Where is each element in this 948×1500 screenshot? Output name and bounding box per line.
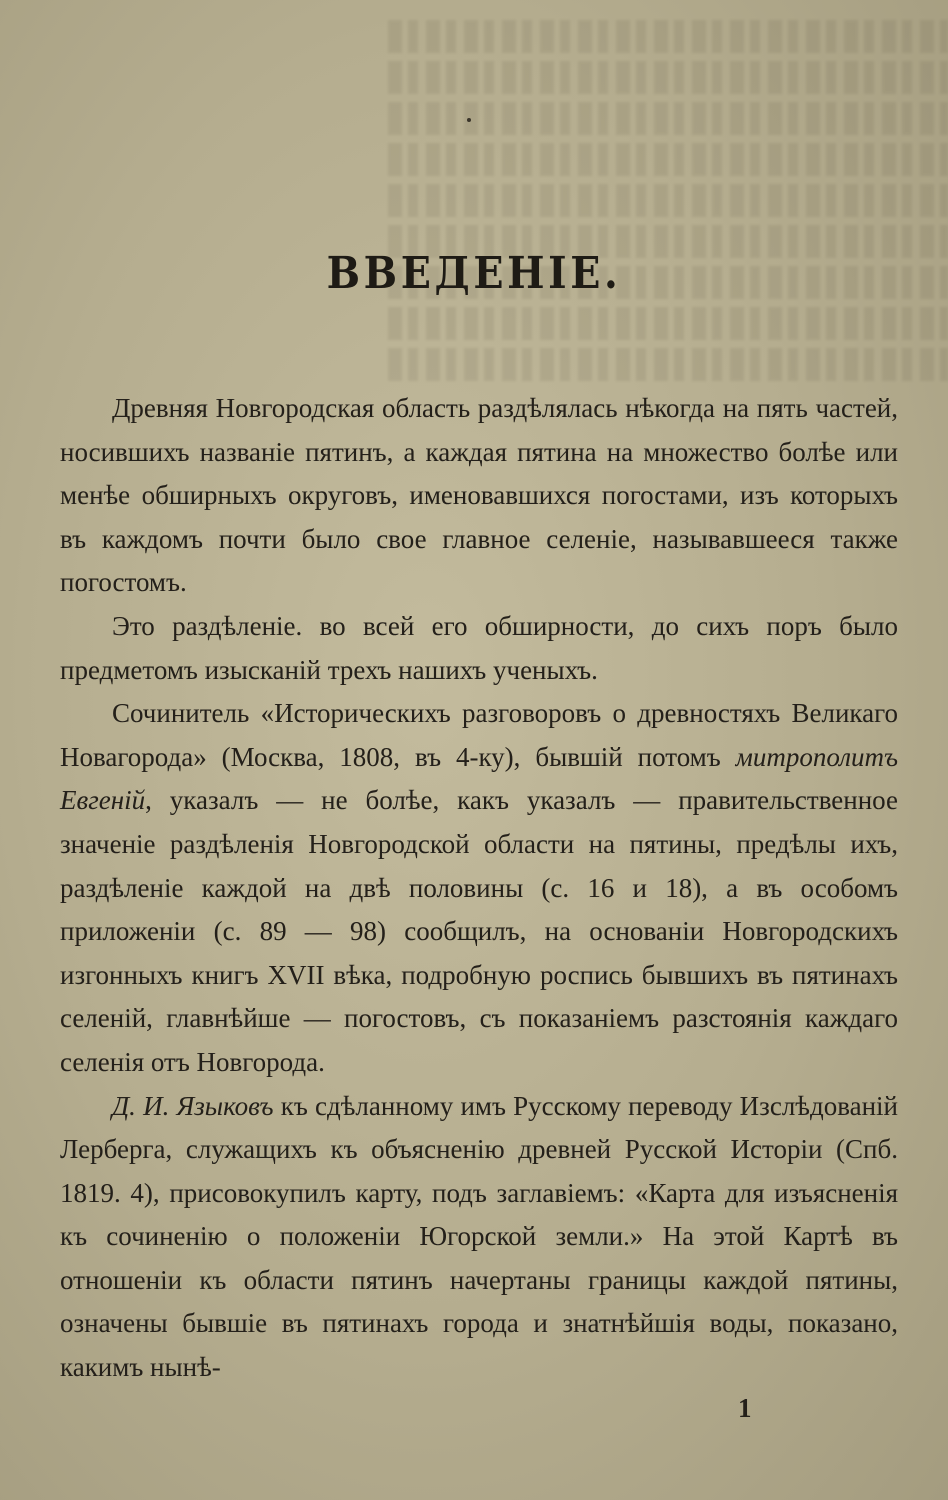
paragraph-1: Древняя Новгородская область раздѣлялась нѣкогда на пять частей, носившихъ названіе пятинъ, а каждая пятина на множество болѣе или менѣе обширныхъ округовъ, именовавшихся погостами, изъ которыхъ въ каждомъ почти было свое главное селеніе, называвшееся также погостомъ. xyxy=(60,393,898,598)
paragraph-3 xyxy=(60,692,898,1084)
paragraph-3-rest: , указалъ — не болѣе, какъ указалъ — правительственное значеніе раздѣленія Новгородской области на пятины, предѣлы ихъ, раздѣленіе каждой на двѣ половины (с. 16 и 18), а въ особомъ приложеніи (с. 89 — 98) сообщилъ, на основаніи Новгородскихъ изгонныхъ книгъ XVII вѣка, подробную роспись бывшихъ въ пятинахъ селеній, главнѣйше — погостовъ, съ показаніемъ разстоянія каждаго селенія отъ Новгорода. xyxy=(60,785,898,1077)
chapter-title: ВВЕДЕНІЕ. xyxy=(326,248,622,299)
paragraph-3-start: Сочинитель «Историческихъ разговоровъ о древностяхъ Великаго Новагорода» (Москва, 1808, въ 4-ку), бывшій потомъ xyxy=(60,698,898,772)
author-name-evgeniy: митрополитъ Евгеній xyxy=(60,741,898,816)
body-text xyxy=(60,387,898,1390)
show-through-text xyxy=(388,20,948,400)
page-number: 1 xyxy=(738,1393,752,1423)
paragraph-2: Это раздѣленіе. во всей его обширности, до сихъ поръ было предметомъ изысканій трехъ нашихъ ученыхъ. xyxy=(60,610,898,685)
ink-speck xyxy=(467,118,471,122)
paragraph-4 xyxy=(60,1085,898,1390)
author-name-yazykov: Д. И. Языковъ xyxy=(112,1090,274,1121)
paragraph-4-rest: къ сдѣланному имъ Русскому переводу Изслѣдованій Лерберга, служащихъ къ объясненію древней Русской Исторіи (Спб. 1819. 4), присовокупилъ карту, подъ заглавіемъ: «Карта для изъясненія къ сочиненію о положеніи Югорской земли.» На этой Картѣ въ отношеніи къ области пятинъ начертаны границы каждой пятины, означены бывшіе въ пятинахъ города и знатнѣйшія воды, показано, какимъ нынѣ- xyxy=(60,1090,898,1383)
